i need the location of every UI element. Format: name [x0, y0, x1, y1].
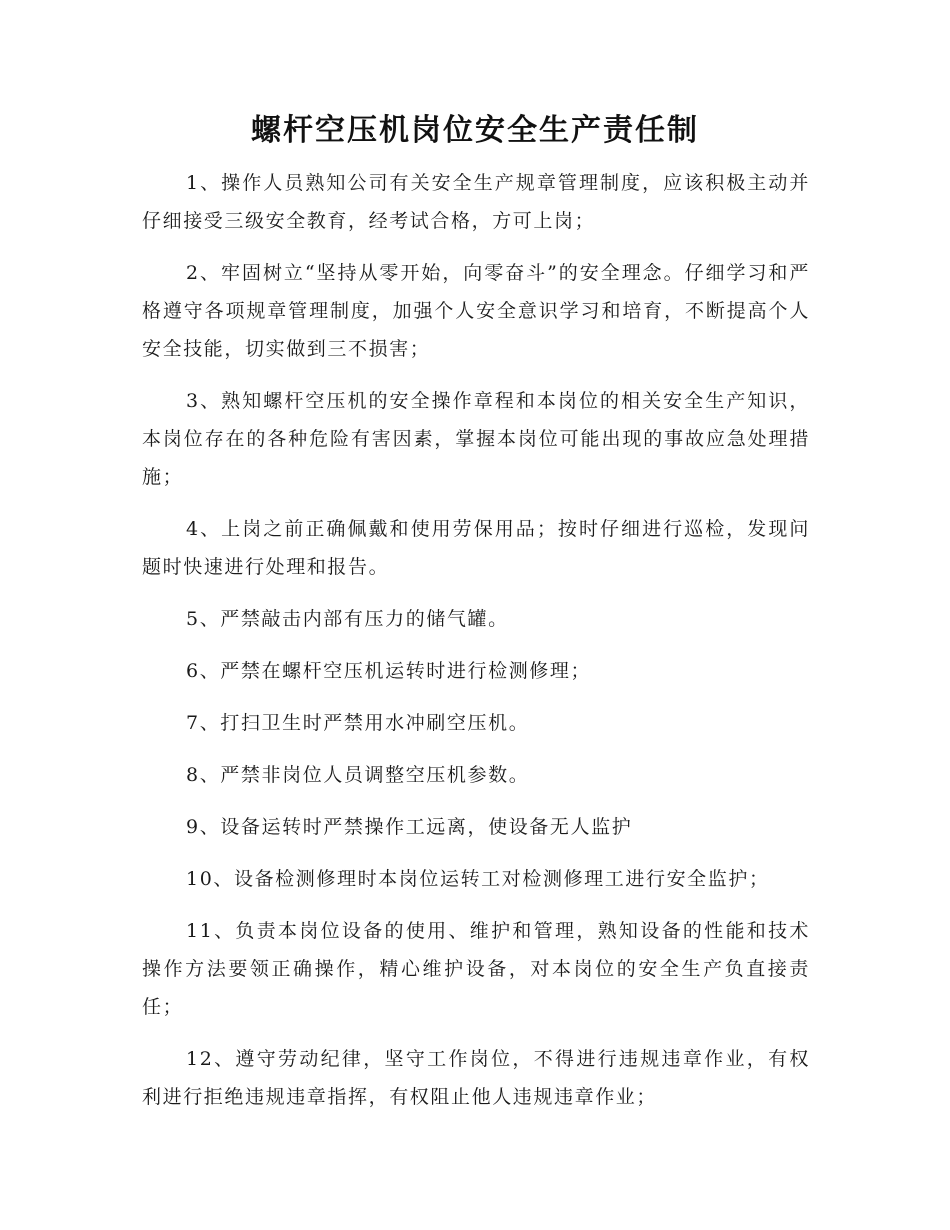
- paragraph-5: 5、严禁敲击内部有压力的储气罐。: [186, 608, 509, 630]
- document-title: 螺杆空压机岗位安全生产责任制: [251, 113, 699, 148]
- paragraph-2: 2、牢固树立“坚持从零开始，向零奋斗”的安全理念。仔细学习和严格遵守各项规章管理制度，加强个人安全意识学习和培育，不断提高个人安全技能，切实做到三不损害；: [142, 262, 810, 360]
- paragraph-3: 3、熟知螺杆空压机的安全操作章程和本岗位的相关安全生产知识，本岗位存在的各种危险有害因素，掌握本岗位可能出现的事故应急处理措施；: [142, 390, 810, 488]
- document-body: [142, 164, 810, 1130]
- paragraph-12: 12、遵守劳动纪律，坚守工作岗位，不得进行违规违章作业，有权利进行拒绝违规违章指挥，有权阻止他人违规违章作业；: [142, 1048, 810, 1108]
- paragraph-9: 9、设备运转时严禁操作工远离，使设备无人监护: [186, 816, 633, 838]
- paragraph-6: 6、严禁在螺杆空压机运转时进行检测修理；: [186, 660, 592, 682]
- paragraph-7: 7、打扫卫生时严禁用水冲刷空压机。: [186, 712, 530, 734]
- paragraph-1: 1、操作人员熟知公司有关安全生产规章管理制度，应该积极主动并仔细接受三级安全教育，经考试合格，方可上岗；: [142, 172, 810, 232]
- paragraph-8: 8、严禁非岗位人员调整空压机参数。: [186, 764, 530, 786]
- paragraph-4: 4、上岗之前正确佩戴和使用劳保用品；按时仔细进行巡检，发现问题时快速进行处理和报告。: [142, 518, 810, 578]
- paragraph-10: 10、设备检测修理时本岗位运转工对检测修理工进行安全监护；: [186, 868, 770, 890]
- paragraph-11: 11、负责本岗位设备的使用、维护和管理，熟知设备的性能和技术操作方法要领正确操作，精心维护设备，对本岗位的安全生产负直接责任；: [142, 920, 810, 1018]
